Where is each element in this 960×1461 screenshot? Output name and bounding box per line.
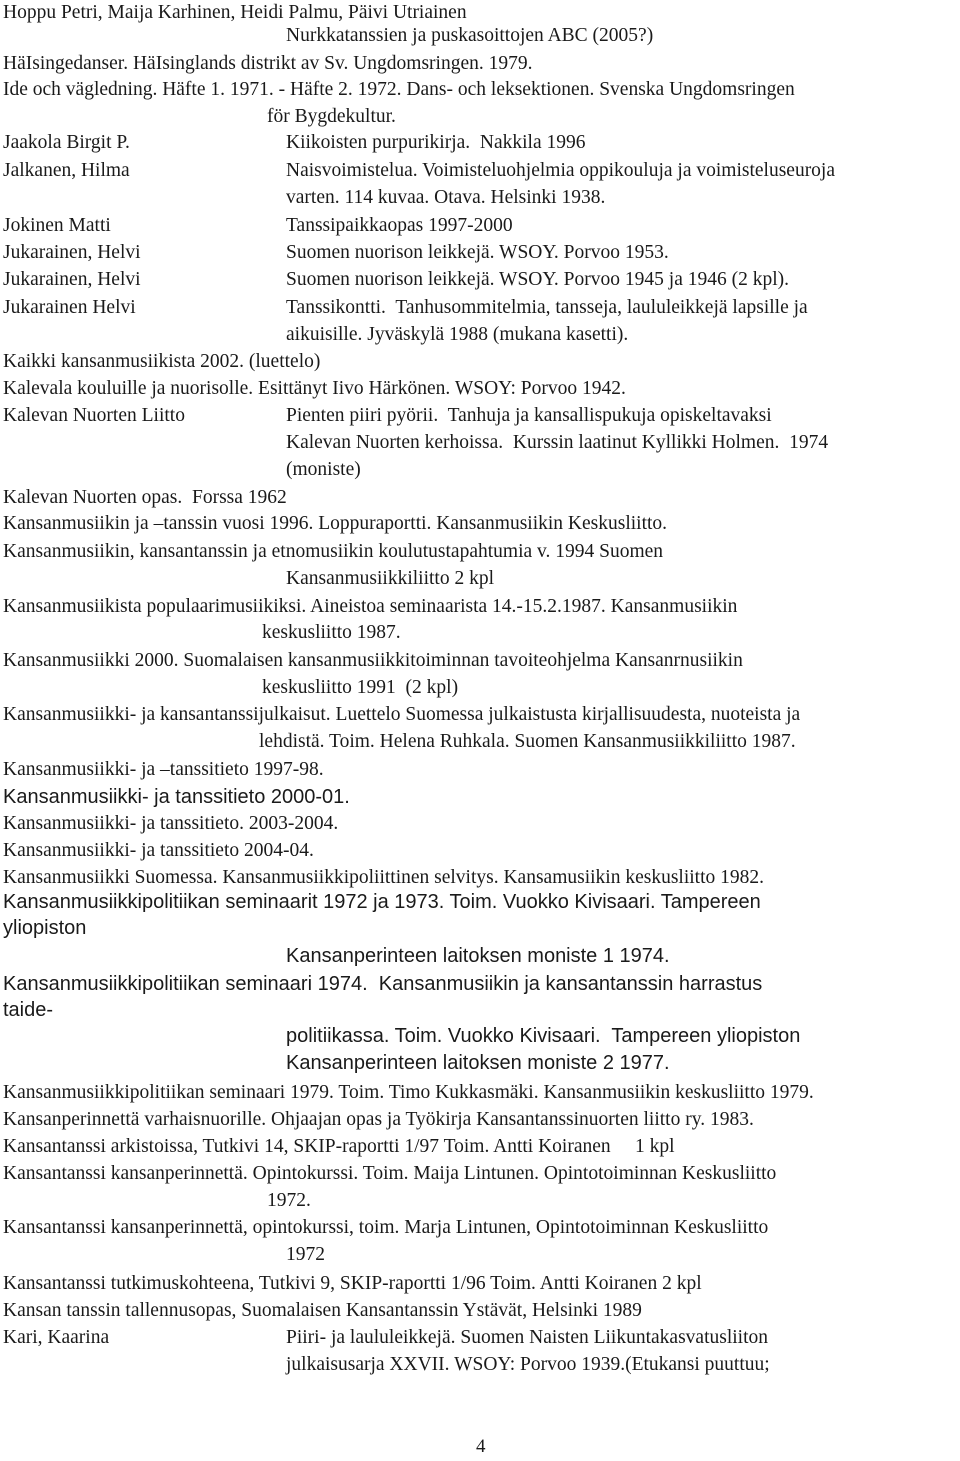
entry-text: 1972 — [286, 1244, 325, 1265]
entry-text: taide- — [3, 999, 54, 1021]
entry-description: Tanssikontti. Tanhusommitelmia, tansseja, laululeikkejä lapsille ja — [286, 297, 808, 318]
entry-text: lehdistä. Toim. Helena Ruhkala. Suomen Kansanmusiikkiliitto 1987. — [259, 731, 796, 752]
entry-text: Kalevan Nuorten opas. Forssa 1962 — [3, 487, 287, 508]
entry-text: Kaikki kansanmusiikista 2002. (luettelo) — [3, 351, 321, 372]
entry-text: Ide och vägledning. Häfte 1. 1971. - Häfte 2. 1972. Dans- och leksektionen. Svenska Ungdomsringen — [3, 79, 795, 100]
entry-text: Kansanperinteen laitoksen moniste 2 1977. — [286, 1052, 670, 1074]
entry-text: Jaakola Birgit P. — [3, 132, 130, 153]
entry-text: Kansanperinteen laitoksen moniste 1 1974. — [286, 945, 670, 967]
entry-text: HäIsingedanser. HäIsinglands distrikt av Sv. Ungdomsringen. 1979. — [3, 53, 533, 74]
entry-text: Kalevala kouluille ja nuorisolle. Esittänyt Iivo Härkönen. WSOY: Porvoo 1942. — [3, 378, 626, 399]
entry-text: Kansanmusiikki- ja –tanssitieto 1997-98. — [3, 759, 324, 780]
entry-text: Jukarainen Helvi — [3, 297, 136, 318]
entry-description: Tanssipaikkaopas 1997-2000 — [286, 215, 513, 236]
entry-description: Piiri- ja laululeikkejä. Suomen Naisten Liikuntakasvatusliiton — [286, 1327, 768, 1348]
entry-text: varten. 114 kuvaa. Otava. Helsinki 1938. — [286, 187, 606, 208]
entry-text: julkaisusarja XXVII. WSOY: Porvoo 1939.(Etukansi puuttuu; — [286, 1354, 770, 1375]
entry-text: keskusliitto 1987. — [262, 622, 401, 643]
entry-text: Kansantanssi kansanperinnettä, opintokurssi, toim. Marja Lintunen, Opintotoiminnan Keskusliitto — [3, 1217, 769, 1238]
entry-text: Kalevan Nuorten Liitto — [3, 405, 185, 426]
entry-text: Jukarainen, Helvi — [3, 269, 141, 290]
entry-text: Kansanmusiikki- ja tanssitieto. 2003-2004. — [3, 813, 339, 834]
entry-description: Pienten piiri pyörii. Tanhuja ja kansallispukuja opiskeltavaksi — [286, 405, 772, 426]
entry-text: Kansanmusiikin, kansantanssin ja etnomusiikin koulutustapahtumia v. 1994 Suomen — [3, 541, 664, 562]
entry-description: Suomen nuorison leikkejä. WSOY. Porvoo 1953. — [286, 242, 669, 263]
entry-description: Suomen nuorison leikkejä. WSOY. Porvoo 1945 ja 1946 (2 kpl). — [286, 269, 790, 290]
entry-text: Kalevan Nuorten kerhoissa. Kurssin laatinut Kyllikki Holmen. 1974 — [286, 432, 829, 453]
entry-text: Jalkanen, Hilma — [3, 160, 130, 181]
entry-text: Kansanmusiikin ja –tanssin vuosi 1996. Loppuraportti. Kansanmusiikin Keskusliitto. — [3, 513, 668, 534]
entry-text: keskusliitto 1991 (2 kpl) — [262, 677, 459, 698]
entry-text: Kansantanssi tutkimuskohteena, Tutkivi 9, SKIP-raportti 1/96 Toim. Antti Koiranen 2 kpl — [3, 1273, 702, 1294]
entry-text: Jokinen Matti — [3, 215, 111, 236]
entry-text: Kansantanssi kansanperinnettä. Opintokurssi. Toim. Maija Lintunen. Opintotoiminnan Keskusliitto — [3, 1163, 777, 1184]
page-number: 4 — [476, 1436, 486, 1457]
entry-text: Kansanmusiikki Suomessa. Kansanmusiikkipoliittinen selvitys. Kansamusiikin keskusliitto 1982. — [3, 867, 765, 888]
entry-text: Jukarainen, Helvi — [3, 242, 141, 263]
entry-text: Nurkkatanssien ja puskasoittojen ABC (2005?) — [286, 25, 654, 46]
entry-text: aikuisille. Jyväskylä 1988 (mukana kasetti). — [286, 324, 629, 345]
entry-text: Kansanmusiikkiliitto 2 kpl — [286, 568, 494, 589]
entry-text: politiikassa. Toim. Vuokko Kivisaari. Tampereen yliopiston — [286, 1025, 801, 1047]
entry-text: Kansanmusiikki 2000. Suomalaisen kansanmusiikkitoiminnan tavoiteohjelma Kansanrnusiikin — [3, 650, 743, 671]
entry-text: Kansanmusiikkipolitiikan seminaari 1979. Toim. Timo Kukkasmäki. Kansanmusiikin keskusliitto 1979. — [3, 1082, 814, 1103]
entry-text: Kansantanssi arkistoissa, Tutkivi 14, SKIP-raportti 1/97 Toim. Antti Koiranen 1 kpl — [3, 1136, 675, 1157]
entry-text: Kansanmusiikkipolitiikan seminaarit 1972 ja 1973. Toim. Vuokko Kivisaari. Tampereen — [3, 891, 761, 913]
entry-text: 1972. — [267, 1190, 311, 1211]
entry-text: (moniste) — [286, 459, 361, 480]
entry-text: Kansan tanssin tallennusopas, Suomalaisen Kansantanssin Ystävät, Helsinki 1989 — [3, 1300, 642, 1321]
entry-text: Kansanmusiikki- ja tanssitieto 2000-01. — [3, 786, 350, 808]
entry-text: för Bygdekultur. — [267, 106, 396, 127]
entry-description: Kiikoisten purpurikirja. Nakkila 1996 — [286, 132, 586, 153]
entry-description: Naisvoimistelua. Voimisteluohjelmia oppikouluja ja voimisteluseuroja — [286, 160, 836, 181]
entry-text: Kari, Kaarina — [3, 1327, 110, 1348]
entry-text: Kansanmusiikkipolitiikan seminaari 1974. Kansanmusiikin ja kansantanssin harrastus — [3, 973, 763, 995]
entry-text: Kansanmusiikista populaarimusiikiksi. Aineistoa seminaarista 14.-15.2.1987. Kansanmusiikin — [3, 596, 738, 617]
entry-text: Kansanperinnettä varhaisnuorille. Ohjaajan opas ja Työkirja Kansantanssinuorten liitto ry. 1983. — [3, 1109, 754, 1130]
entry-text: Kansanmusiikki- ja kansantanssijulkaisut. Luettelo Suomessa julkaistusta kirjallisuudesta, nuoteista ja — [3, 704, 801, 725]
entry-text: yliopiston — [3, 917, 87, 939]
entry-text: Hoppu Petri, Maija Karhinen, Heidi Palmu, Päivi Utriainen — [3, 2, 467, 23]
entry-text: Kansanmusiikki- ja tanssitieto 2004-04. — [3, 840, 314, 861]
